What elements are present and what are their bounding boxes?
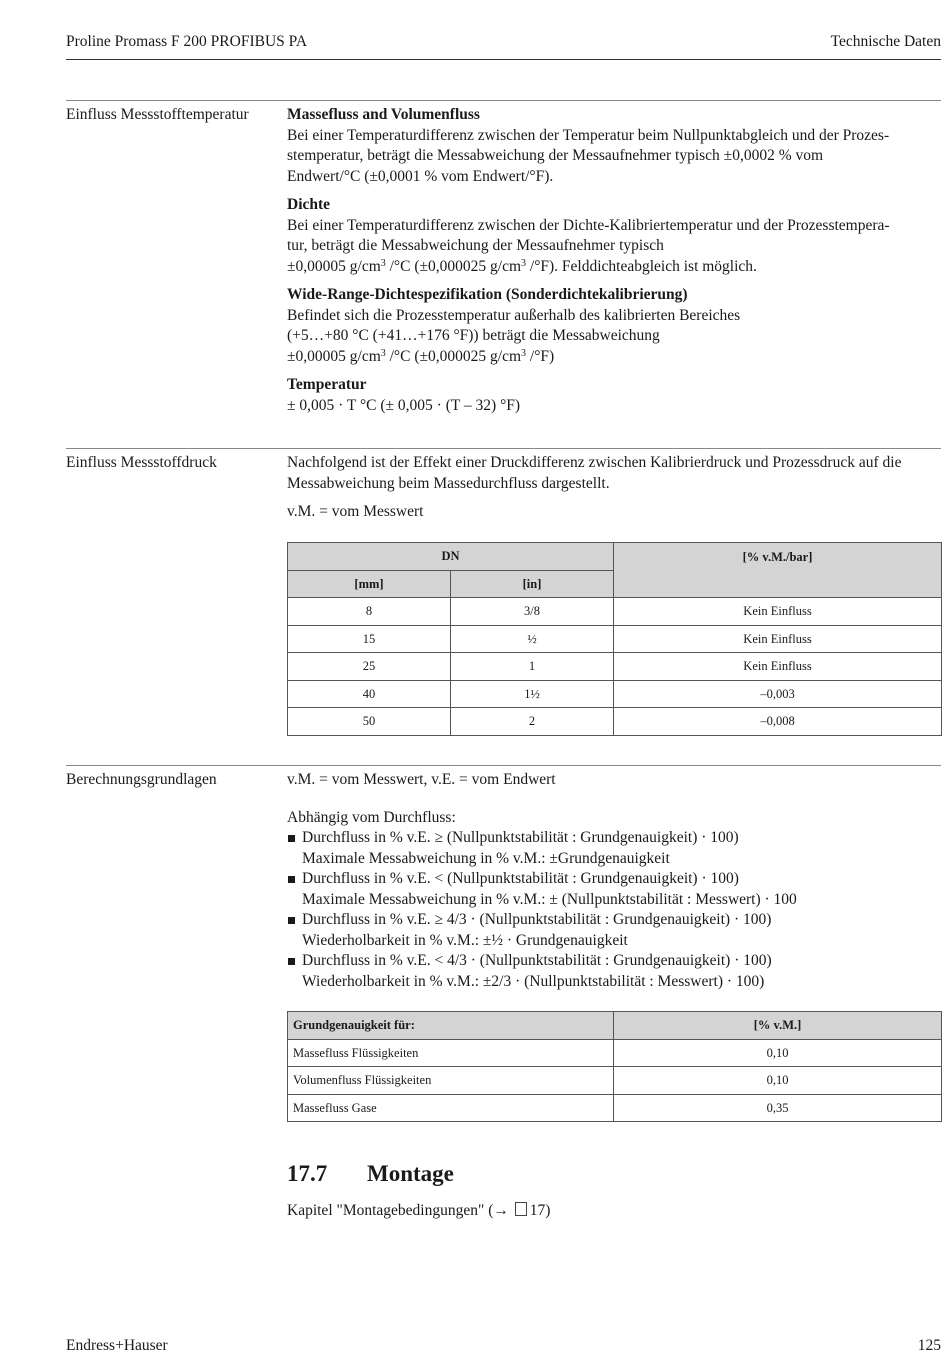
pressure-table	[287, 542, 942, 736]
text-line: ± 0,005 · T °C (± 0,005 · (T – 32) °F)	[287, 396, 521, 414]
chapter-number: 17.7	[287, 1161, 328, 1186]
table-header-value: [% v.M.]	[614, 1012, 942, 1040]
section-divider	[66, 100, 941, 101]
bullet-square-icon	[288, 835, 295, 842]
text-line: stemperatur, beträgt die Messabweichung der Messaufnehmer typisch ±0,0002 % vom	[287, 147, 824, 164]
text-line: ±0,00005 $g/cm^3$ /°C (±0,000025 $g/cm^3$ /°F). Felddichteabgleich ist möglich.	[287, 257, 757, 275]
section-content-pressure	[287, 453, 943, 523]
section-divider	[66, 765, 941, 766]
text-line: Bei einer Temperaturdifferenz zwischen der Temperatur beim Nullpunktabgleich und der Prozes-	[287, 126, 890, 144]
text-line: Messabweichung beim Massedurchfluss dargestellt.	[287, 474, 610, 492]
footer-brand: Endress+Hauser	[66, 1337, 168, 1354]
table-row: Massefluss Gase 0,35	[288, 1094, 942, 1122]
list-item: Durchfluss in % v.E. < 4/3 · (Nullpunktstabilität : Grundgenauigkeit) · 100) Wiederholbarkeit in % v.M.: ±2/3 · (Nullpunktstabilität : Messwert) · 100)	[287, 951, 943, 992]
bullet-square-icon	[288, 958, 295, 965]
page-reference-icon	[515, 1202, 527, 1216]
table-row: Massefluss Flüssigkeiten 0,10	[288, 1039, 942, 1067]
text-line: Bei einer Temperaturdifferenz zwischen der Dichte-Kalibriertemperatur und der Prozesstempera-	[287, 216, 890, 234]
section-label-calculation: Berechnungsgrundlagen	[66, 771, 217, 788]
chapter-heading	[287, 1160, 454, 1188]
block-heading: Temperatur	[287, 376, 367, 393]
table-header-value: [% v.M./bar]	[614, 543, 942, 598]
table-header-in: [in]	[451, 570, 614, 598]
table-row: 8 3/8 Kein Einfluss	[288, 598, 942, 626]
accuracy-table	[287, 1011, 942, 1122]
bullet-square-icon	[288, 917, 295, 924]
block-heading: Wide-Range-Dichtespezifikation (Sonderdichtekalibrierung)	[287, 286, 688, 303]
block-heading: Massefluss and Volumenfluss	[287, 106, 480, 123]
section-label-temperature: Einfluss Messstofftemperatur	[66, 106, 249, 123]
section-content-temperature	[287, 105, 943, 424]
section-content-calculation	[287, 770, 943, 992]
condition-list	[287, 828, 943, 992]
header-document-title: Proline Promass F 200 PROFIBUS PA	[66, 33, 308, 50]
bullet-square-icon	[288, 876, 295, 883]
table-row: 40 1½ –0,003	[288, 680, 942, 708]
block-massefluss	[287, 105, 943, 187]
accuracy-table-wrap	[287, 1011, 942, 1122]
abbreviation-note: v.M. = vom Messwert	[287, 503, 424, 520]
block-temperatur	[287, 375, 943, 416]
text-line: Befindet sich die Prozesstemperatur außerhalb des kalibrierten Bereiches	[287, 306, 741, 324]
block-wide-range	[287, 285, 943, 367]
table-header-dn: DN	[288, 543, 614, 571]
list-item: Durchfluss in % v.E. < (Nullpunktstabilität : Grundgenauigkeit) · 100) Maximale Messabweichung in % v.M.: ± (Nullpunktstabilität : Messwert) · 100	[287, 869, 943, 910]
block-heading: Dichte	[287, 196, 331, 213]
table-header-mm: [mm]	[288, 570, 451, 598]
table-row: 50 2 –0,008	[288, 708, 942, 736]
header-rule	[66, 59, 941, 60]
chapter-title: Montage	[367, 1161, 454, 1186]
page-reference-link[interactable]: 17)	[529, 1202, 551, 1219]
block-dichte	[287, 195, 943, 277]
lead-text: Abhängig vom Durchfluss:	[287, 808, 456, 826]
table-row: 15 ½ Kein Einfluss	[288, 625, 942, 653]
abbreviation-note: v.M. = vom Messwert, v.E. = vom Endwert	[287, 771, 556, 788]
chapter-reference[interactable]: Kapitel "Montagebedingungen" (→ 17)	[287, 1202, 551, 1219]
list-item: Durchfluss in % v.E. ≥ 4/3 · (Nullpunktstabilität : Grundgenauigkeit) · 100) Wiederholbarkeit in % v.M.: ±½ · Grundgenauigkeit	[287, 910, 943, 951]
table-header-accuracy: Grundgenauigkeit für:	[288, 1012, 614, 1040]
header-section-title: Technische Daten	[830, 33, 941, 50]
pressure-table-wrap	[287, 542, 942, 736]
section-divider	[66, 448, 941, 449]
text-line: tur, beträgt die Messabweichung der Messaufnehmer typisch	[287, 237, 664, 254]
text-line: Endwert/°C (±0,0001 % vom Endwert/°F).	[287, 167, 554, 185]
text-line: (+5…+80 °C (+41…+176 °F)) beträgt die Messabweichung	[287, 327, 660, 344]
list-item: Durchfluss in % v.E. ≥ (Nullpunktstabilität : Grundgenauigkeit) · 100) Maximale Messabweichung in % v.M.: ±Grundgenauigkeit	[287, 828, 943, 869]
section-label-pressure: Einfluss Messstoffdruck	[66, 454, 217, 471]
page-number: 125	[917, 1337, 941, 1354]
text-line: Nachfolgend ist der Effekt einer Druckdifferenz zwischen Kalibrierdruck und Prozessdruck auf die	[287, 454, 902, 471]
text-line: ±0,00005 $g/cm^3$ /°C (±0,000025 $g/cm^3$ /°F)	[287, 347, 555, 365]
table-row: 25 1 Kein Einfluss	[288, 653, 942, 681]
table-row: Volumenfluss Flüssigkeiten 0,10	[288, 1067, 942, 1095]
